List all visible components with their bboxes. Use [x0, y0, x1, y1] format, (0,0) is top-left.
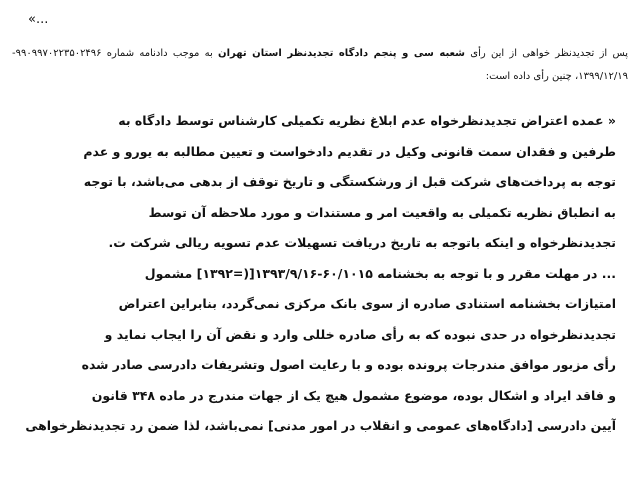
quote-continuation-mark: «... — [28, 12, 49, 27]
court-name: شعبه سی و پنجم دادگاه تجدیدنظر استان تهران — [218, 48, 466, 59]
intro-paragraph — [12, 42, 628, 88]
ruling-line: تجدیدنظرخواه و اینکه باتوجه به تاریخ دریافت تسهیلات عدم تسویه ریالی شرکت ت. — [108, 235, 616, 250]
ruling-line: رأی مزبور موافق مندرجات پرونده بوده و با رعایت اصول وتشریفات دادرسی صادر شده — [81, 357, 616, 372]
ruling-line: طرفین و فقدان سمت قانونی وکیل در تقدیم دادخواست و تعیین مطالبه به یورو و عدم — [83, 143, 616, 159]
ruling-line: تجدیدنظرخواه در حدی نبوده که به رأی صادره خللی وارد و نقض آن را ایجاب نماید و — [104, 326, 616, 342]
ruling-line: به انطباق نظریه تکمیلی به واقعیت امر و مستندات و مورد ملاحظه آن توسط — [148, 204, 616, 220]
ruling-line: آیین دادرسی [دادگاه‌های عمومی و انقلاب در امور مدنی] نمی‌باشد، لذا ضمن رد تجدیدنظرخواهی — [25, 418, 616, 433]
ruling-text — [24, 106, 616, 442]
ruling-line: امتیازات بخشنامه استنادی صادره از سوی بانک مرکزی نمی‌گردد، بنابراین اعتراض — [118, 296, 616, 311]
ruling-line: و فاقد ایراد و اشکال بوده، موضوع مشمول هیچ یک از جهات مندرج در ماده ۳۴۸ قانون — [91, 387, 616, 403]
ruling-line: توجه به پرداخت‌های شرکت قبل از ورشکستگی و تاریخ توقف از بدهی می‌باشد، با توجه — [83, 174, 616, 189]
intro-before-court: پس از تجدیدنظر خواهی از این رأی — [470, 48, 628, 59]
ruling-line: « عمده اعتراض تجدیدنظرخواه عدم ابلاغ نظریه تکمیلی کارشناس توسط دادگاه به — [118, 113, 616, 128]
ruling-line: ... در مهلت مقرر و با توجه به بخشنامه ۶۰/۱۰۱۵-۱۳۹۳/۹/۱۶[(=۱۳۹۲] مشمول — [144, 265, 616, 281]
intro-after-court: به موجب دادنامه شماره ۹۹۰۹۹۷۰۲۲۳۵۰۲۴۹۶- ۱۳۹۹/۱۲/۱۹، چنین رأی داده است: — [12, 48, 628, 82]
